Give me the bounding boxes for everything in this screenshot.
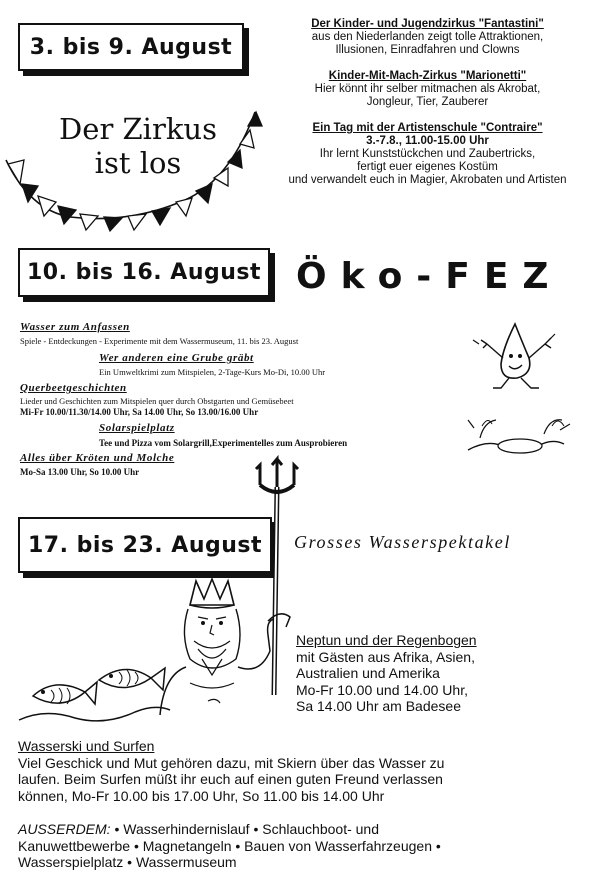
splash-icon — [460, 408, 575, 463]
circus-item-heading-1: Der Kinder- und Jugendzirkus "Fantastini" — [311, 18, 544, 30]
oeko-item-heading-5: Alles über Kröten und Molche — [20, 452, 175, 464]
waterski-heading: Wasserski und Surfen — [18, 738, 155, 754]
date-box-water — [18, 517, 272, 573]
oeko-item-heading-4: Solarspielplatz — [99, 422, 175, 434]
circus-info: Der Kinder- und Jugendzirkus "Fantastini" aus den Niederlanden zeigt tolle Attraktionen, Illusionen, Einradfahren und Clowns Kinder-Mit-Mach-Zirkus "Marionetti" Hier könnt ihr selber mitmachen als Akrobat, Jongleur, Tier, Zauberer Ein Tag mit der Artistenschule "Contraire" 3.-7.8., 11.00-15.00 Uhr Ihr lernt Kunststückchen und Zaubertricks, fertigt euer eigenes Kostüm und verwandelt euch in Magier, Akrobaten und Artisten — [255, 18, 600, 187]
bunting-icon — [0, 90, 265, 230]
water-drop-icon — [465, 318, 565, 393]
waterski-info: Wasserski und Surfen Viel Geschick und Mut gehören dazu, mit Skiern über das Wasser zu laufen. Beim Surfen müßt ihr euch auf einen guten Freund verlassen können, Mo-Fr 10.00 bis 17.00 Uhr, So 11.00 bis 14.00 Uhr — [18, 738, 445, 804]
date-water: 17. bis 23. August — [27, 532, 263, 558]
water-title: Grosses Wasserspektakel — [294, 532, 511, 552]
date-box-oeko — [18, 248, 270, 297]
oeko-item-heading-2: Wer anderen eine Grube gräbt — [99, 352, 254, 364]
neptune-icon — [150, 575, 320, 715]
extras-label: AUSSERDEM: — [18, 821, 111, 837]
oeko-item-heading-1: Wasser zum Anfassen — [20, 321, 130, 333]
circus-item-heading-3: Ein Tag mit der Artistenschule "Contraire" — [312, 122, 543, 134]
date-circus: 3. bis 9. August — [29, 34, 233, 60]
neptun-info: Neptun und der Regenbogen mit Gästen aus Afrika, Asien, Australien und Amerika Mo-Fr 10.00 und 14.00 Uhr, Sa 14.00 Uhr am Badesee — [296, 632, 477, 714]
date-box-circus — [18, 23, 244, 71]
oeko-item-heading-3: Querbeetgeschichten — [20, 382, 127, 394]
oeko-title: Öko-FEZ — [296, 256, 563, 297]
fish-icon — [15, 650, 170, 730]
date-oeko: 10. bis 16. August — [26, 260, 262, 285]
extras-info: AUSSERDEM: • Wasserhindernislauf • Schlauchboot- und Kanuwettbewerbe • Magnetangeln • Bauen von Wasserfahrzeugen • Wasserspielplatz • Wassermuseum — [18, 821, 441, 870]
neptun-heading: Neptun und der Regenbogen — [296, 632, 477, 648]
circus-title: Der Zirkus ist los — [59, 112, 217, 180]
circus-item-heading-2: Kinder-Mit-Mach-Zirkus "Marionetti" — [328, 70, 527, 82]
